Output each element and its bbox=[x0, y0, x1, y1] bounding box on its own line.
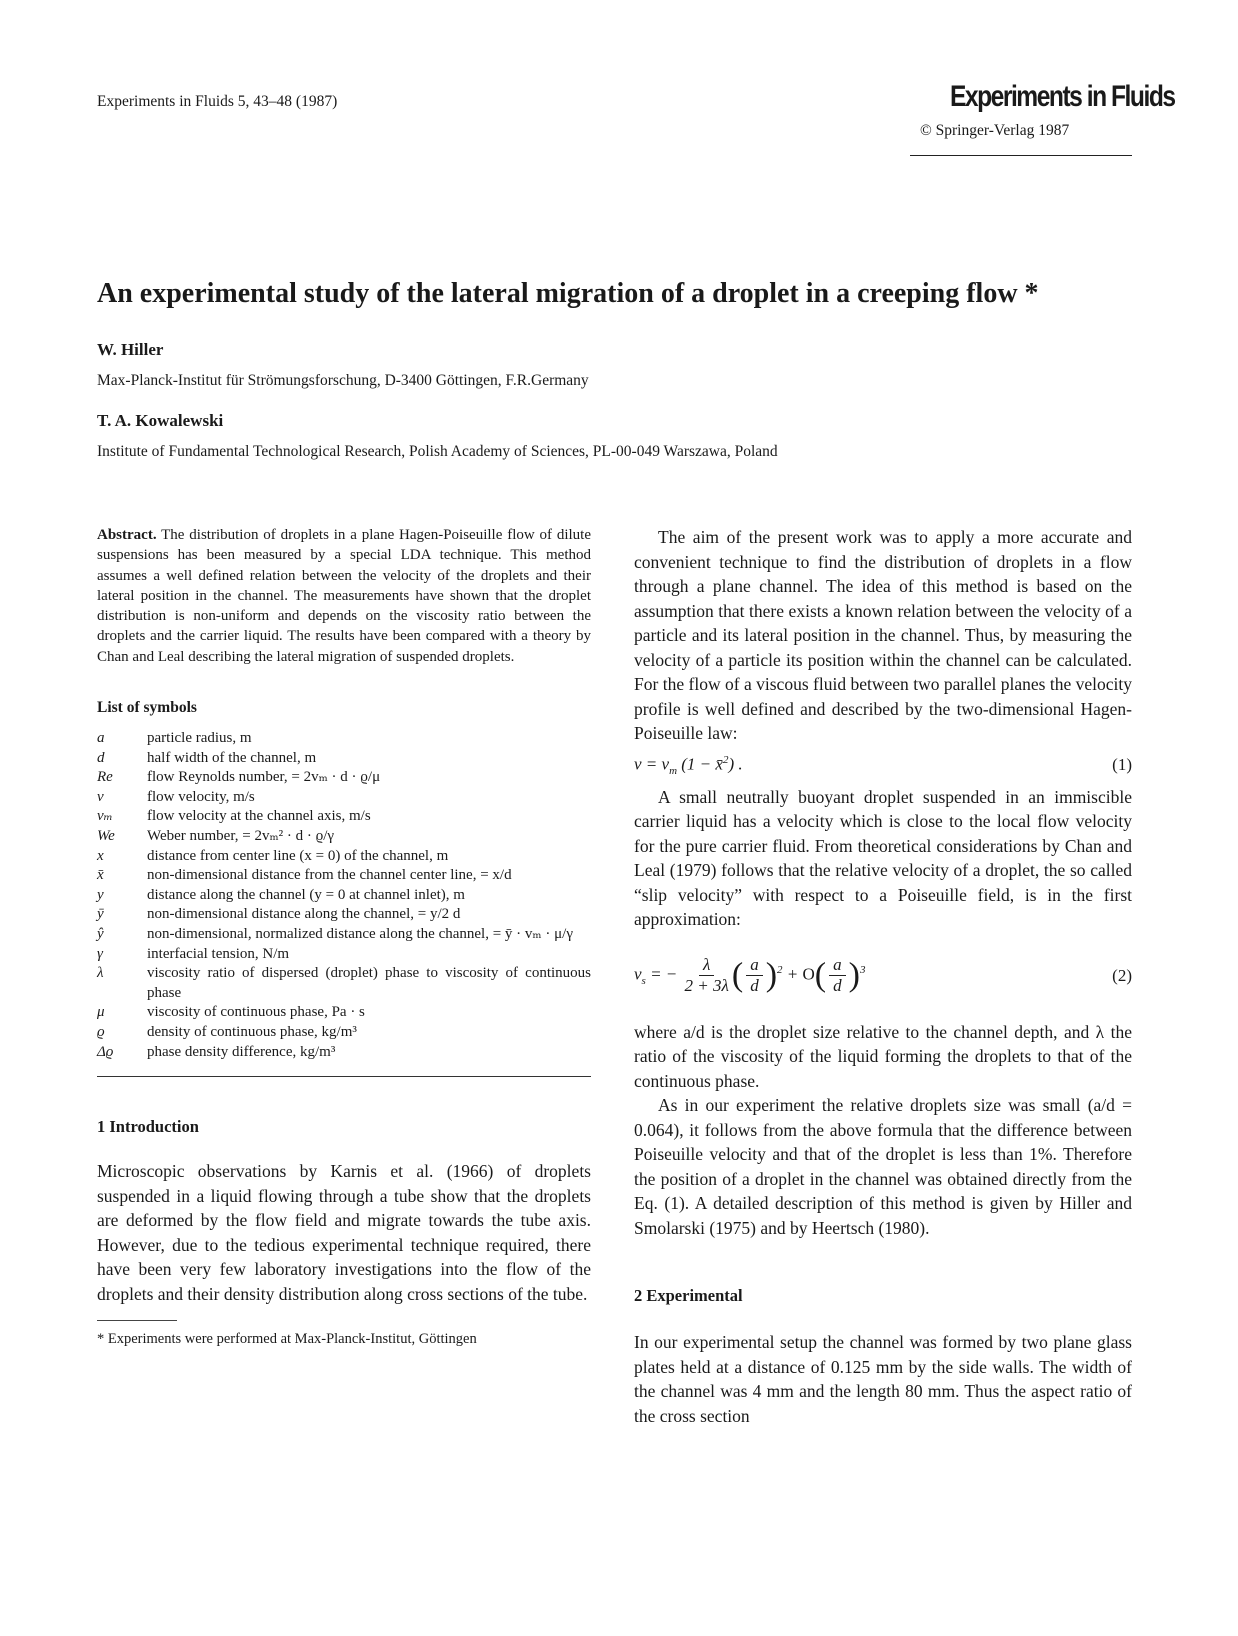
symbol-row bbox=[97, 788, 591, 808]
symbol-description: interfacial tension, N/m bbox=[147, 945, 290, 962]
citation: Experiments in Fluids 5, 43–48 (1987) bbox=[97, 93, 338, 110]
footnote-rule bbox=[97, 1320, 177, 1321]
left-column bbox=[97, 525, 591, 1348]
author-affiliation: Institute of Fundamental Technological Research, Polish Academy of Sciences, PL-00-049 Warszawa, Poland bbox=[97, 443, 778, 460]
symbol: ϱ bbox=[97, 1023, 105, 1040]
symbol-row bbox=[97, 905, 591, 925]
symbol-description: flow velocity at the channel axis, m/s bbox=[147, 808, 371, 825]
symbol-row bbox=[97, 768, 591, 788]
symbol-row bbox=[97, 866, 591, 886]
symbol-description: particle radius, m bbox=[147, 730, 252, 747]
symbol-description: half width of the channel, m bbox=[147, 749, 317, 766]
paragraph: The aim of the present work was to apply a more accurate and convenient technique to find the distribution of droplets in a flow through a plane channel. The idea of this method is based on the assumption that there exists a known relation between the velocity of a particle and its lateral position in the channel. Thus, by measuring the velocity of a particle its position within the channel can be calculated. For the flow of a viscous fluid between two parallel planes the velocity profile is well defined and described by the two-dimensional Hagen-Poiseuille law: bbox=[634, 527, 1132, 743]
abstract-label: Abstract. bbox=[97, 527, 157, 543]
journal-masthead bbox=[910, 80, 1175, 140]
paragraph: where a/d is the droplet size relative to the channel depth, and λ the ratio of the viscosity of the liquid forming the droplets to that of the continuous phase. bbox=[634, 1021, 1132, 1091]
symbol-row bbox=[97, 964, 591, 1003]
symbol-description: density of continuous phase, kg/m³ bbox=[147, 1023, 357, 1040]
equation-number: (2) bbox=[1112, 965, 1132, 985]
symbol-row bbox=[97, 827, 591, 847]
symbol-row bbox=[97, 807, 591, 827]
symbol-description: non-dimensional, normalized distance along the channel, = ȳ · vₘ · μ/γ bbox=[147, 926, 573, 943]
symbol: γ bbox=[97, 945, 103, 962]
header-rule bbox=[910, 155, 1132, 156]
symbol-description: Weber number, = 2vₘ² · d · ϱ/γ bbox=[147, 828, 335, 845]
abstract bbox=[97, 525, 591, 667]
symbol: ŷ bbox=[97, 926, 104, 943]
symbols-rule bbox=[97, 1076, 591, 1077]
paragraph: In our experimental setup the channel was formed by two plane glass plates held at a distance of 0.125 mm by the side walls. The width of the channel was 4 mm and the length 80 mm. Thus the aspect ratio of the cross section bbox=[634, 1332, 1132, 1426]
symbol: ȳ bbox=[97, 906, 104, 923]
section-heading: 2 Experimental bbox=[634, 1286, 743, 1306]
symbol-description: distance from center line (x = 0) of the channel, m bbox=[147, 847, 449, 864]
symbol-list bbox=[97, 729, 591, 1062]
symbol: Re bbox=[97, 769, 113, 786]
equation-1 bbox=[634, 754, 1132, 777]
intro-paragraph: Microscopic observations by Karnis et al. (1966) of droplets suspended in a liquid flowing through a tube show that the droplets are deformed by the flow field and migrate towards the tube axis. However, due to the tedious experimental technique required, there have been very few laboratory investigations into the flow of the droplets and their density distribution along cross sections of the tube. bbox=[97, 1161, 591, 1304]
paper-title: An experimental study of the lateral migration of a droplet in a creeping flow * bbox=[97, 278, 1039, 309]
symbol: We bbox=[97, 828, 115, 845]
symbol-description: flow Reynolds number, = 2vₘ · d · ϱ/μ bbox=[147, 769, 381, 786]
symbol-row bbox=[97, 945, 591, 965]
symbol-row bbox=[97, 886, 591, 906]
symbol-row bbox=[97, 847, 591, 867]
symbol: x̄ bbox=[97, 867, 104, 884]
symbol-description: non-dimensional distance along the channel, = y/2 d bbox=[147, 906, 461, 923]
right-column bbox=[634, 525, 1132, 1428]
equation-2 bbox=[634, 938, 1132, 1014]
symbol-description: viscosity ratio of dispersed (droplet) phase to viscosity of continuous phase bbox=[147, 965, 591, 1001]
symbol-row bbox=[97, 1043, 591, 1063]
copyright: © Springer-Verlag 1987 bbox=[920, 122, 1070, 139]
symbol-description: non-dimensional distance from the channel center line, = x/d bbox=[147, 867, 512, 884]
symbol-description: phase density difference, kg/m³ bbox=[147, 1043, 336, 1060]
symbol-row bbox=[97, 729, 591, 749]
symbol-row bbox=[97, 925, 591, 945]
symbol: d bbox=[97, 749, 105, 766]
equation-2-formula: $v_s$ = − $\frac{\lambda}{2 + 3\lambda}$ ( $\frac{a}{d}$ )$^2$ + O( $\frac{a}{d}$ )$^3$ bbox=[634, 955, 866, 996]
section-heading: 1 Introduction bbox=[97, 1117, 199, 1137]
symbol: a bbox=[97, 730, 105, 747]
symbol: y bbox=[97, 886, 104, 903]
symbol: μ bbox=[97, 1004, 105, 1021]
symbol: λ bbox=[97, 965, 104, 982]
symbol-row bbox=[97, 749, 591, 769]
symbols-heading: List of symbols bbox=[97, 699, 197, 717]
paragraph: As in our experiment the relative droplets size was small (a/d = 0.064), it follows from the above formula that the difference between Poiseuille velocity and that of the droplet is less than 1%. Therefore the position of a droplet in the channel was obtained directly from the Eq. (1). A detailed description of this method is given by Hiller and Smolarski (1975) and by Heertsch (1980). bbox=[634, 1095, 1132, 1238]
symbol: v bbox=[97, 788, 104, 805]
symbol-row bbox=[97, 1023, 591, 1043]
equation-1-formula: $v = v_m$ (1 − x̄$^2$) . bbox=[634, 753, 743, 777]
symbol: vₘ bbox=[97, 808, 113, 825]
author-name: T. A. Kowalewski bbox=[97, 411, 224, 430]
equation-number: (1) bbox=[1112, 755, 1132, 775]
paragraph: A small neutrally buoyant droplet suspended in an immiscible carrier liquid has a velocity which is close to the local flow velocity for the pure carrier fluid. From theoretical considerations by Chan and Leal (1979) follows that the relative velocity of a droplet, the so called “slip velocity” with respect to a Poiseuille field, is in the first approximation: bbox=[634, 786, 1132, 930]
symbol: x bbox=[97, 847, 104, 864]
symbol-description: flow velocity, m/s bbox=[147, 788, 255, 805]
author-affiliation: Max-Planck-Institut für Strömungsforschung, D-3400 Göttingen, F.R.Germany bbox=[97, 372, 589, 389]
footnote: * Experiments were performed at Max-Planck-Institut, Göttingen bbox=[97, 1331, 477, 1348]
abstract-text: The distribution of droplets in a plane Hagen-Poiseuille flow of dilute suspensions has been measured by a special LDA technique. This method assumes a well defined relation between the velocity of the droplets and their lateral position in the channel. The measurements have shown that the droplet distribution is non-uniform and depends on the viscosity ratio between the droplets and the carrier liquid. The results have been compared with a theory by Chan and Leal describing the lateral migration of suspended droplets. bbox=[97, 527, 591, 665]
author-name: W. Hiller bbox=[97, 340, 164, 359]
symbol: Δϱ bbox=[97, 1043, 114, 1060]
symbol-description: distance along the channel (y = 0 at channel inlet), m bbox=[147, 886, 465, 903]
journal-name: Experiments in Fluids bbox=[949, 80, 1175, 113]
symbol-description: viscosity of continuous phase, Pa · s bbox=[147, 1004, 365, 1021]
symbol-row bbox=[97, 1003, 591, 1023]
